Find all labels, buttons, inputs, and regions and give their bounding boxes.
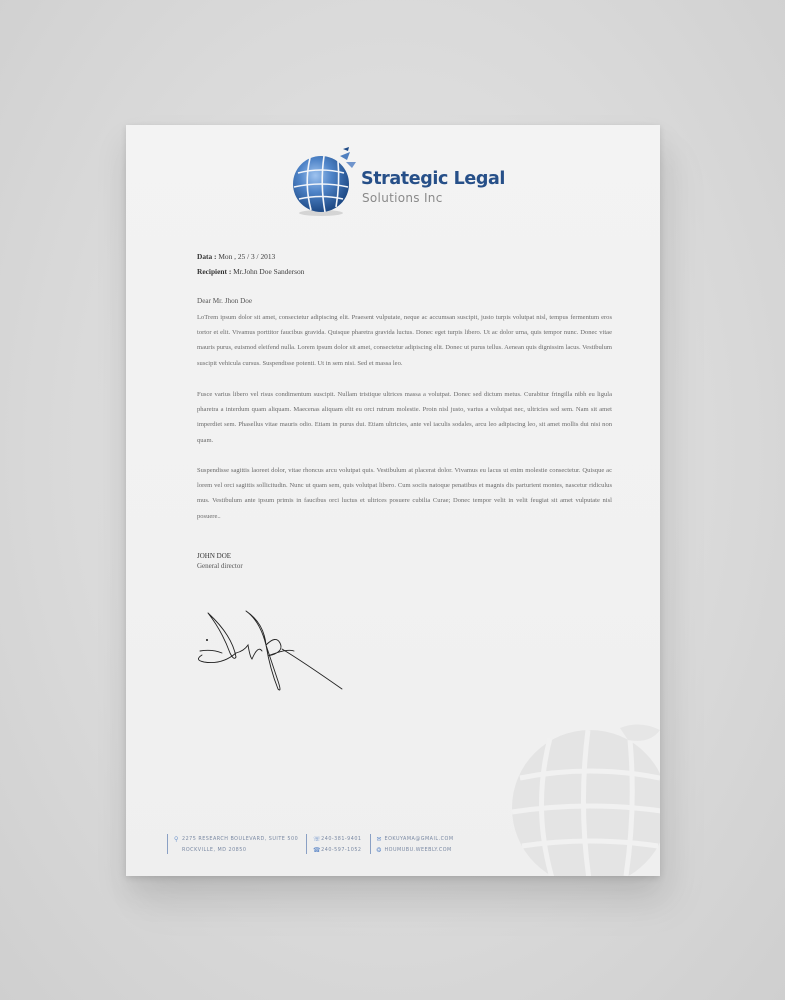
body-paragraph-2: Fusce varius libero vel risus condimentum suscipit. Nullam tristique ultrices massa a volutpat. Donec sed dictum metus. Curabitur fringilla nibh eu ligula pharetra a interdum quam aliquam. Maecenas aliquam elit eu orci rutrum molestie. Proin nisl justo, varius a volutpat nec, ultricies sed sem. Nam sit amet imperdiet sem. Phasellus vitae mauris odio. Etiam in purus dui. Etiam ultricies, ante vel iaculis sodales, arcu leo adipiscing leo, sit amet mollis dui nisi non quam. — [197, 391, 612, 444]
greeting: Dear Mr. Jhon Doe — [197, 297, 253, 305]
web-globe-icon: ❂ — [376, 845, 382, 854]
recipient-line — [197, 267, 304, 276]
fax-icon: ☎ — [313, 845, 321, 854]
address-line-1: 2275 RESEARCH BOULEVARD, SUITE 500 — [182, 835, 299, 842]
address-block — [167, 834, 306, 854]
location-pin-icon: ⚲ — [174, 834, 179, 843]
signer-title: General director — [197, 562, 243, 570]
globe-icon — [290, 147, 360, 217]
globe-watermark-icon — [510, 720, 660, 876]
signer-name: JOHN DOE — [197, 552, 232, 560]
letterhead-page — [126, 125, 660, 876]
recipient-label: Recipient : — [197, 267, 232, 276]
phone-block — [306, 834, 369, 854]
company-logo — [290, 147, 505, 222]
phone-icon: ☏ — [313, 834, 321, 843]
website-link[interactable]: HOUMUBU.WEEBLY.COM — [384, 846, 452, 853]
email-link[interactable]: EOKUYAMA@GMAIL.COM — [384, 835, 454, 842]
body-paragraph-3: Suspendisse sagittis laoreet dolor, vitae rhoncus arcu volutpat quis. Vestibulum at placerat dolor. Vivamus eu lacus ut enim molestie consectetur. Quisque ac lorem vel orci sagittis sollicitudin. Nunc ut quam sem, quis volutpat libero. Cum sociis natoque penatibus et magnis dis parturient montes, nascetur ridiculus mus. Vestibulum ante ipsum primis in faucibus orci luctus et ultrices posuere cubilia Curae; Donec tempor velit in velit feugiat sit amet vulputate nisl posuere.. — [197, 467, 612, 520]
contact-footer — [167, 834, 462, 856]
company-name: Strategic Legal — [361, 169, 505, 189]
date-label: Data : — [197, 252, 217, 261]
recipient-value: Mr.John Doe Sanderson — [233, 267, 305, 276]
email-icon: ✉ — [376, 834, 382, 843]
company-subname: Solutions Inc — [362, 191, 443, 205]
signature — [192, 605, 352, 695]
phone-number-2[interactable]: 240-597-1052 — [321, 846, 362, 853]
date-value: Mon , 25 / 3 / 2013 — [218, 252, 276, 261]
date-line — [197, 252, 275, 261]
online-block — [370, 834, 462, 854]
body-paragraph-1: LoTrem ipsum dolor sit amet, consectetur adipiscing elit. Praesent vulputate, neque ac accumsan suscipit, justo turpis volutpat nisl, tempus fermentum eros tortor et elit. Vivamus porttitor faucibus gravida. Quisque pharetra gravida luctus. Donec eget turpis libero. Ut ac dolor urna, quis tempor nunc. Donec vitae mauris purus, euismod eleifend nulla. Lorem ipsum dolor sit amet, consectetur adipiscing elit. Donec ut purus tellus. Aenean quis dignissim lacus. Vestibulum suscipit vehicula cursus. Suspendisse potenti. Ut in sem nisi. Sed et massa leo. — [197, 314, 612, 367]
address-line-2: ROCKVILLE, MD 20850 — [182, 846, 247, 853]
phone-number-1[interactable]: 240-381-9401 — [321, 835, 362, 842]
